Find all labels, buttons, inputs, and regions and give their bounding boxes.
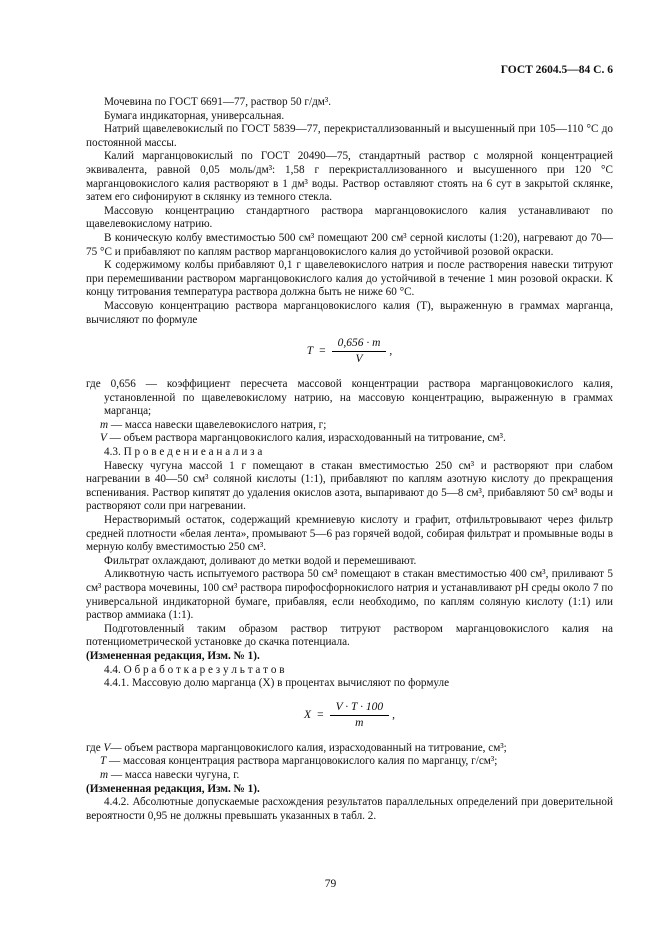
where-coefficient-definition: где 0,656 — коэффициент пересчета массовой концентрации раствора марганцовокислого калия, установленной по щавелевокислому натрию, на массовую концентрацию, выраженную в граммах марганца; bbox=[86, 378, 613, 418]
variable-v: V bbox=[103, 741, 111, 754]
paragraph-conical-flask: В коническую колбу вместимостью 500 см³ помещают 200 см³ серной кислоты (1:20), нагревают до 70—75 °С и прибавляют по каплям раствор марганцовокислого калия до устойчивой розовой окраски. bbox=[86, 231, 613, 258]
page-header bbox=[86, 64, 613, 76]
fraction bbox=[332, 337, 387, 366]
equals-sign: = bbox=[317, 708, 324, 721]
definition-titer bbox=[86, 755, 613, 769]
formula-comma: , bbox=[389, 345, 393, 358]
definition-volume bbox=[86, 432, 613, 446]
paragraph-aliquot: Аликвотную часть испытуемого раствора 50 см³ помещают в стакан вместимостью 400 см³, приливают 5 см³ раствора мочевины, 100 см³ раствора пирофосфорнокислого натрия и устанавливают pH среды около 7 по универсальной индикаторной бумаге, прибавляя, если необходимо, по каплям соляную кислоту (1:1) или раствор аммиака (1:1). bbox=[86, 568, 613, 622]
fraction bbox=[330, 701, 390, 730]
section-heading-4-3: 4.3. П р о в е д е н и е а н а л и з а bbox=[104, 446, 263, 459]
document-content bbox=[86, 96, 613, 823]
paragraph-mass-concentration: Массовую концентрацию стандартного раствора марганцовокислого калия устанавливают по щавелевокислому натрию. bbox=[86, 204, 613, 231]
definition-titer-text: — массовая концентрация раствора марганцовокислого калия по марганцу, г/см³; bbox=[106, 755, 498, 768]
fraction-numerator: V · T · 100 bbox=[330, 701, 390, 716]
fraction-denominator: m bbox=[355, 716, 364, 729]
definition-mass bbox=[86, 419, 613, 433]
fraction-numerator: 0,656 · m bbox=[332, 337, 387, 352]
paragraph-4-4-1: 4.4.1. Массовую долю марганца (X) в процентах вычисляют по формуле bbox=[104, 677, 450, 690]
paragraph-sodium-oxalate: Натрий щавелевокислый по ГОСТ 5839—77, перекристаллизованный и высушенный при 105—110 °С до постоянной массы. bbox=[86, 123, 613, 149]
paragraph-potassium-permanganate: Калий марганцовокислый по ГОСТ 20490—75, стандартный раствор с молярной концентрацией эквивалента, равной 0,05 моль/дм³: 1,58 г перекристаллизованного и высушенного при 120 °С марганцовокислого калия растворяют в 1 дм³ воды. Раствор оставляют стоять на 6 сут в закрытой склянке, затем его сифонируют в склянку из темного стекла. bbox=[86, 150, 613, 204]
paragraph-indicator-paper: Бумага индикаторная, универсальная. bbox=[104, 109, 285, 122]
doc-reference: ГОСТ 2604.5—84 С. 6 bbox=[500, 64, 613, 76]
paragraph-4-4-2: 4.4.2. Абсолютные допускаемые расхождения результатов параллельных определений при доверительной вероятности 0,95 не должны превышать указанных в табл. 2. bbox=[86, 796, 613, 822]
fraction-denominator: V bbox=[355, 353, 363, 366]
paragraph-urea: Мочевина по ГОСТ 6691—77, раствор 50 г/дм³. bbox=[104, 96, 332, 108]
formula-manganese-fraction bbox=[86, 701, 613, 730]
amended-note-1: (Измененная редакция, Изм. № 1). bbox=[86, 649, 260, 662]
variable-m: m bbox=[100, 768, 109, 781]
paragraph-filtrate: Фильтрат охлаждают, доливают до метки водой и перемешивают. bbox=[104, 554, 417, 567]
definition-volume-text: — объем раствора марганцовокислого калия, израсходованный на титрование, см³. bbox=[106, 432, 506, 445]
paragraph-sample-dissolution: Навеску чугуна массой 1 г помещают в стакан вместимостью 250 см³ и растворяют при слабом нагревании в 40—50 см³ соляной кислоты (1:1), прибавляют по каплям азотную кислоту до прекращения вспенивания. Раствор кипятят до удаления окислов азота, выпаривают до 5—8 см³, прибавляют 50 см³ воды и растворяют соли при нагревании. bbox=[86, 459, 613, 513]
equals-sign: = bbox=[319, 345, 326, 358]
formula-comma: , bbox=[392, 708, 395, 721]
formula-titer bbox=[86, 337, 613, 366]
variable-t: Т bbox=[100, 755, 107, 768]
definition-volume-text: — объем раствора марганцовокислого калия, израсходованный на титрование, см³; bbox=[110, 741, 507, 754]
page-footer bbox=[0, 878, 661, 890]
where-prefix: где bbox=[86, 741, 104, 754]
paragraph-insoluble-residue: Нерастворимый остаток, содержащий кремниевую кислоту и графит, отфильтровывают через фильтр средней плотности «белая лента», промывают 5—6 раз горячей водой, собирая фильтрат и промывные воды в мерную колбу вместимостью 250 см³. bbox=[86, 514, 613, 554]
definition-sample-mass bbox=[86, 769, 613, 783]
paragraph-flask-contents: К содержимому колбы прибавляют 0,1 г щавелевокислого натрия и после растворения навески титруют при перемешивании раствором марганцовокислого калия до устойчивой в течение 1 мин розовой окраски. К концу титрования температура раствора должна быть не ниже 60 °С. bbox=[86, 259, 613, 299]
paragraph-prepared-solution: Подготовленный таким образом раствор титруют раствором марганцовокислого калия на потенциометрической установке до скачка потенциала. bbox=[86, 622, 613, 649]
page-number: 79 bbox=[324, 878, 337, 890]
definition-mass-text: — масса навески щавелевокислого натрия, г; bbox=[108, 418, 327, 431]
amended-note-2: (Измененная редакция, Изм. № 1). bbox=[86, 782, 260, 795]
formula-lhs-variable: X bbox=[304, 708, 312, 721]
variable-v: V bbox=[100, 432, 107, 445]
where-volume-definition bbox=[86, 742, 613, 756]
section-heading-4-4: 4.4. О б р а б о т к а р е з у л ь т а т о в bbox=[104, 663, 285, 676]
paragraph-titer-intro: Массовую концентрацию раствора марганцовокислого калия (Т), выраженную в граммах марганца, вычисляют по формуле bbox=[86, 299, 613, 326]
variable-m: m bbox=[100, 418, 109, 431]
definition-sample-mass-text: — масса навески чугуна, г. bbox=[108, 768, 240, 781]
formula-lhs-variable: T bbox=[306, 345, 314, 358]
